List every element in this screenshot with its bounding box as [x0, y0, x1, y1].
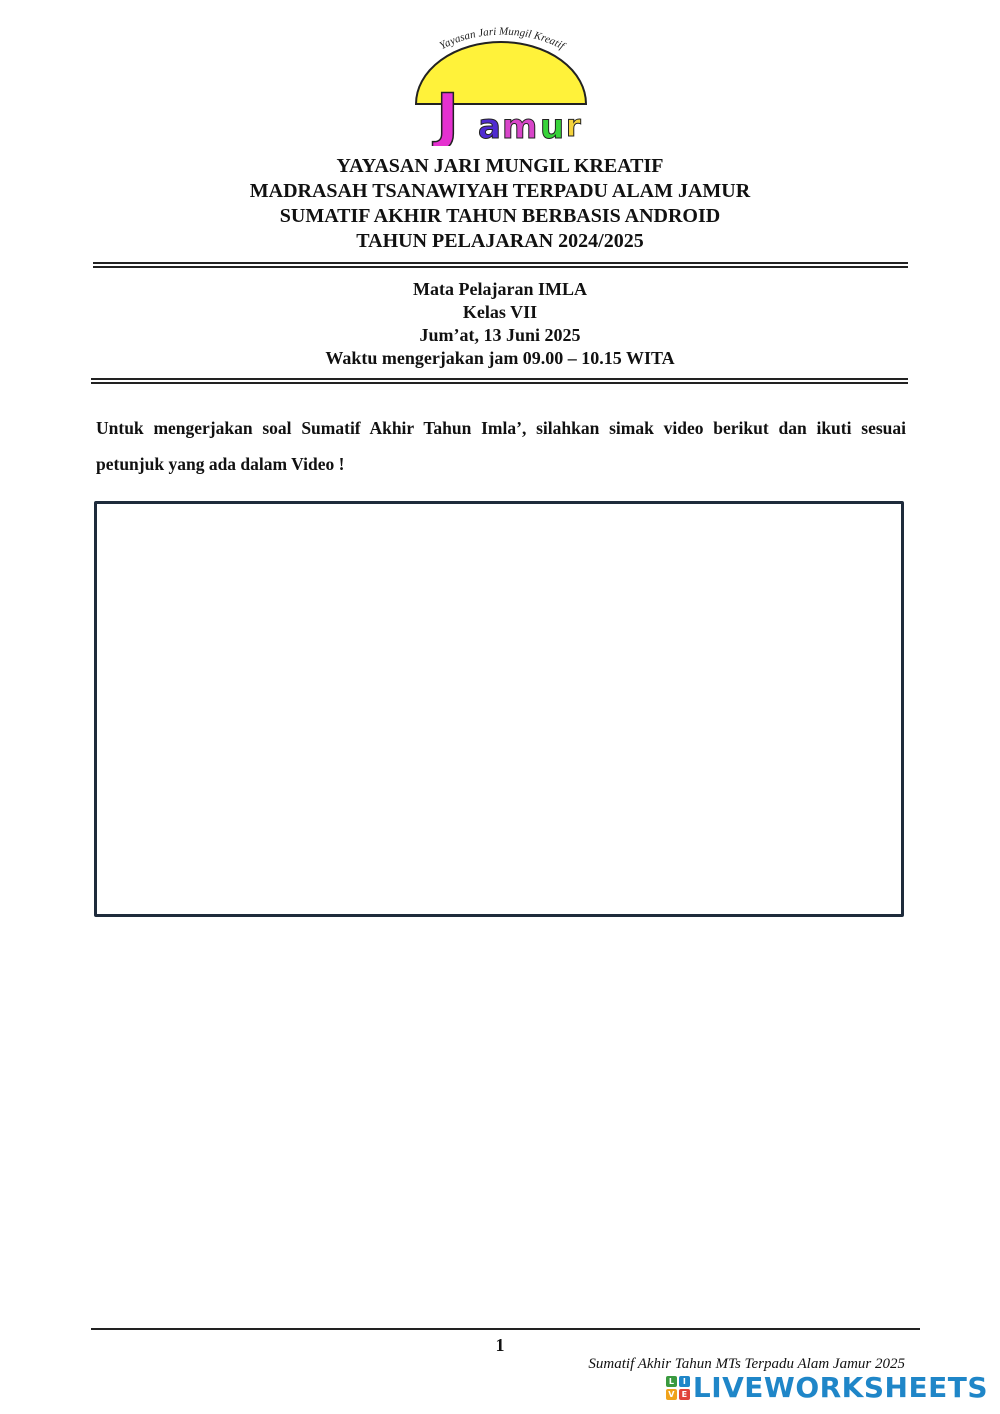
exam-time: Waktu mengerjakan jam 09.00 – 10.15 WITA — [325, 348, 675, 368]
document-header — [0, 154, 1000, 254]
subject-info — [0, 278, 1000, 370]
foundation-name: YAYASAN JARI MUNGIL KREATIF — [336, 155, 664, 177]
liveworksheets-icon-square: L — [666, 1376, 677, 1387]
school-logo — [398, 26, 604, 146]
logo-arc-text: Yayasan Jari Mungil Kreatif — [437, 26, 567, 53]
logo-letter-r: r — [566, 109, 581, 144]
logo-letter-u: u — [540, 107, 565, 146]
footer-divider — [91, 1328, 920, 1330]
course-name: Mata Pelajaran IMLA — [413, 279, 587, 299]
subject-divider — [91, 378, 908, 384]
video-embed-area[interactable] — [94, 501, 904, 917]
exam-title: SUMATIF AKHIR TAHUN BERBASIS ANDROID — [279, 205, 721, 227]
exam-date: Jum’at, 13 Juni 2025 — [419, 325, 581, 345]
academic-year: TAHUN PELAJARAN 2024/2025 — [356, 230, 644, 252]
logo-letter-a: a — [478, 107, 501, 146]
liveworksheets-icon-square: I — [679, 1376, 690, 1387]
header-divider — [93, 262, 908, 268]
liveworksheets-icon — [666, 1376, 690, 1400]
liveworksheets-icon-square: E — [679, 1389, 690, 1400]
class-level: Kelas VII — [462, 302, 538, 322]
school-name: MADRASAH TSANAWIYAH TERPADU ALAM JAMUR — [249, 180, 751, 202]
logo-letter-m: m — [502, 107, 538, 146]
instruction-text: Untuk mengerjakan soal Sumatif Akhir Tahun Imla’, silahkan simak video berikut dan ikuti sesuai petunjuk yang ada dalam Video ! — [96, 418, 906, 474]
liveworksheets-icon-square: V — [666, 1389, 677, 1400]
page-number: 1 — [495, 1335, 505, 1355]
footer-caption: Sumatif Akhir Tahun MTs Terpadu Alam Jamur 2025 — [588, 1356, 905, 1372]
logo-letter-j: J — [436, 80, 460, 146]
liveworksheets-wordmark: LIVEWORKSHEETS — [692, 1371, 988, 1404]
liveworksheets-brand[interactable] — [666, 1373, 988, 1403]
